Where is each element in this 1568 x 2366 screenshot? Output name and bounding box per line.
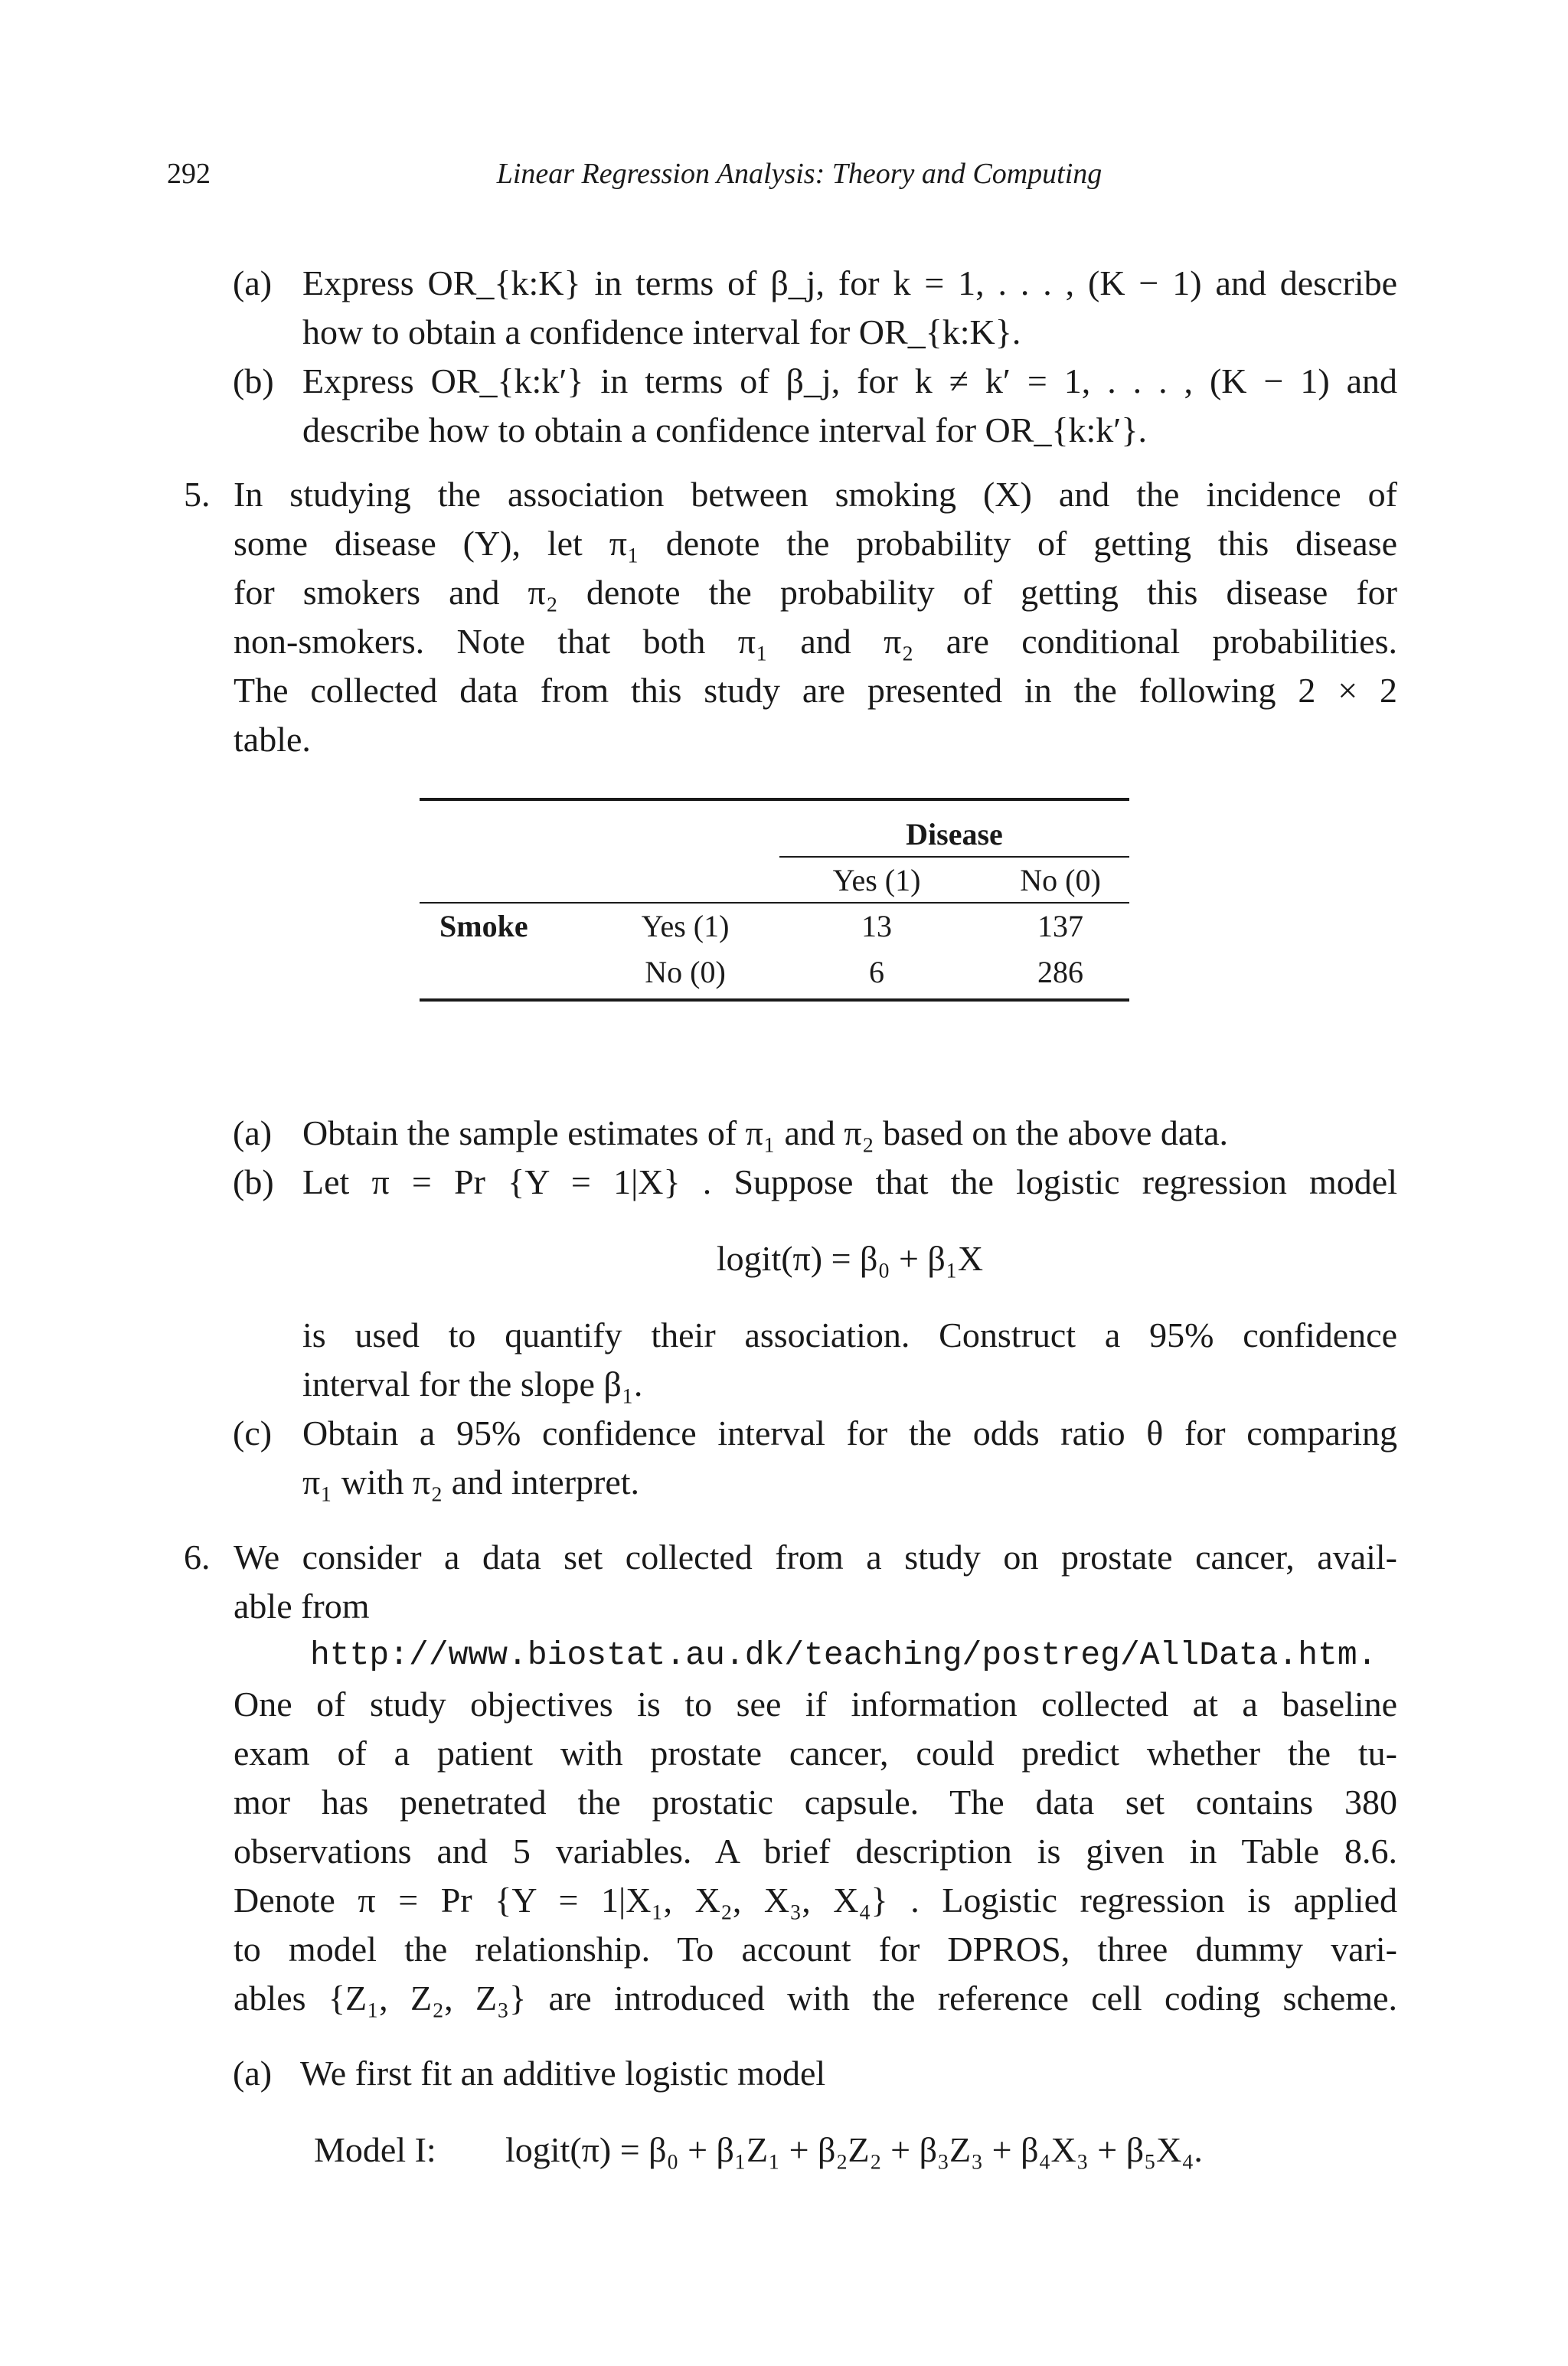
q6-line: exam of a patient with prostate cancer, could predict whether the tu- (234, 1734, 1397, 1773)
table-top-rule (420, 798, 1129, 801)
q4b-line1: Express OR_{k:k′} in terms of β_j, for k ≠ k′ = 1, . . . , (K − 1) and (302, 361, 1397, 400)
q5-line: some disease (Y), let π₁ denote the probability of getting this disease (234, 524, 1397, 563)
table-cell: 137 (1037, 909, 1083, 943)
q5a-label: (a) (233, 1113, 273, 1152)
q5b-line2: is used to quantify their association. Construct a 95% confidence (302, 1315, 1397, 1355)
q4a-line2: how to obtain a confidence interval for OR_{k:K}. (302, 312, 1021, 351)
q5-line: In studying the association between smoking (X) and the incidence of (234, 475, 1397, 514)
q6a-label: (a) (233, 2054, 273, 2093)
q6-line: mor has penetrated the prostatic capsule. The data set contains 380 (234, 1783, 1397, 1822)
q5b-line1: Let π = Pr {Y = 1|X} . Suppose that the logistic regression model (302, 1162, 1397, 1201)
q5b-label: (b) (233, 1162, 274, 1201)
q6-line: to model the relationship. To account for DPROS, three dummy vari- (234, 1930, 1397, 1969)
q6-line: observations and 5 variables. A brief description is given in Table 8.6. (234, 1832, 1397, 1871)
table-row-group: Smoke (439, 909, 528, 943)
q6-line: Denote π = Pr {Y = 1|X₁, X₂, X₃, X₄} . Logistic regression is applied (234, 1881, 1397, 1920)
q4a-label: (a) (233, 263, 273, 302)
q6-line: One of study objectives is to see if information collected at a baseline (234, 1685, 1397, 1724)
q5c-line1: Obtain a 95% confidence interval for the odds ratio θ for comparing (302, 1413, 1397, 1453)
page-number: 292 (167, 158, 211, 190)
table-row-label: No (0) (645, 955, 726, 989)
table-cell: 6 (869, 955, 884, 989)
table-row-label: Yes (1) (641, 909, 730, 943)
q5-line: table. (234, 720, 311, 759)
q5-line: The collected data from this study are presented in the following 2 × 2 (234, 671, 1397, 710)
q6a-line1: We first fit an additive logistic model (300, 2054, 826, 2093)
q6-line: able from (234, 1587, 370, 1626)
table-mid-rule (779, 856, 1129, 858)
q4a-line1: Express OR_{k:K} in terms of β_j, for k = 1, . . . , (K − 1) and describe (302, 263, 1397, 302)
table-col-header: Yes (1) (832, 863, 921, 897)
q4b-label: (b) (233, 361, 274, 400)
q6-url: http://www.biostat.au.dk/teaching/postreg/AllData.htm. (310, 1636, 1377, 1674)
q6a-model-label: Model I: (314, 2130, 436, 2169)
q5b-equation: logit(π) = β₀ + β₁X (716, 1239, 984, 1278)
table-bottom-rule (420, 998, 1129, 1002)
q6-number: 6. (184, 1538, 211, 1577)
table-col-group: Disease (906, 817, 1003, 851)
table-col-header: No (0) (1020, 863, 1101, 897)
table-header-rule (420, 902, 1129, 904)
table-cell: 13 (861, 909, 892, 943)
q6a-model-equation: logit(π) = β₀ + β₁Z₁ + β₂Z₂ + β₃Z₃ + β₄X₃ + β₅X₄. (505, 2130, 1203, 2169)
q6-line: We consider a data set collected from a study on prostate cancer, avail- (234, 1538, 1397, 1577)
q5-line: non-smokers. Note that both π₁ and π₂ are conditional probabilities. (234, 622, 1397, 661)
q5c-line2: π₁ with π₂ and interpret. (302, 1462, 640, 1502)
q6-line: ables {Z₁, Z₂, Z₃} are introduced with the reference cell coding scheme. (234, 1979, 1397, 2018)
q5-line: for smokers and π₂ denote the probability of getting this disease for (234, 573, 1397, 612)
q4b-line2: describe how to obtain a confidence interval for OR_{k:k′}. (302, 410, 1147, 449)
running-header (0, 157, 1568, 195)
q5b-line3: interval for the slope β₁. (302, 1364, 643, 1404)
running-title: Linear Regression Analysis: Theory and Computing (496, 158, 1102, 190)
q5-number: 5. (184, 475, 211, 514)
q5c-label: (c) (233, 1413, 273, 1453)
table-cell: 286 (1037, 955, 1083, 989)
q5a-line1: Obtain the sample estimates of π₁ and π₂ based on the above data. (302, 1113, 1229, 1152)
